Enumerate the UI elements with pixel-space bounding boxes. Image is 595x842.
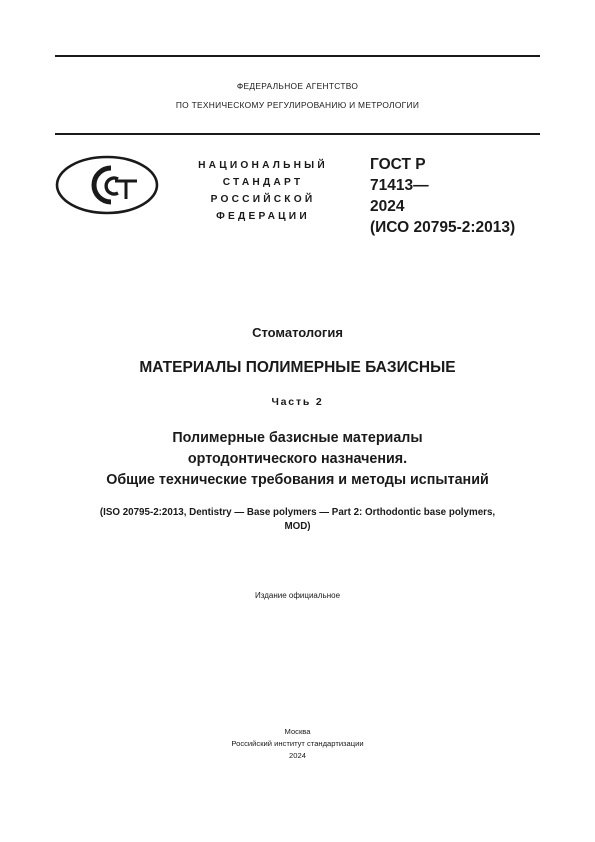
subtitle-line: Полимерные базисные материалы — [172, 430, 423, 446]
iso-reference-line: (ISO 20795-2:2013, Dentistry — Base polymers — Part 2: Orthodontic base polymers, — [99, 507, 496, 518]
part-subtitle — [0, 428, 595, 491]
imprint-year: 2024 — [289, 751, 306, 760]
part-number: Часть 2 — [271, 396, 324, 408]
header-rule — [55, 133, 540, 135]
designation-line: 71413— — [370, 177, 429, 194]
designation-line: (ИСО 20795-2:2013) — [370, 219, 516, 236]
imprint-city: Москва — [284, 727, 311, 736]
subtitle-line: Общие технические требования и методы испытаний — [106, 472, 489, 488]
agency-name-line1: ФЕДЕРАЛЬНОЕ АГЕНТСТВО — [236, 81, 359, 91]
imprint — [0, 726, 595, 762]
gost-r-logo-icon — [55, 155, 159, 215]
main-title: МАТЕРИАЛЫ ПОЛИМЕРНЫЕ БАЗИСНЫЕ — [139, 359, 456, 376]
iso-reference — [0, 506, 595, 534]
agency-name-line2: ПО ТЕХНИЧЕСКОМУ РЕГУЛИРОВАНИЮ И МЕТРОЛОГИИ — [175, 100, 420, 110]
standard-type-line: СТАНДАРТ — [222, 177, 304, 188]
standard-type — [168, 157, 358, 225]
designation-line: 2024 — [370, 198, 405, 215]
subtitle-line: ортодонтического назначения. — [187, 451, 408, 467]
standard-type-line: ФЕДЕРАЦИИ — [216, 211, 310, 222]
top-rule — [55, 55, 540, 57]
iso-reference-line: MOD) — [284, 521, 311, 532]
standard-type-line: НАЦИОНАЛЬНЫЙ — [198, 160, 328, 171]
imprint-publisher: Российский институт стандартизации — [231, 739, 364, 748]
designation-line: ГОСТ Р — [370, 156, 426, 173]
subject-heading: Стоматология — [252, 325, 343, 340]
standard-type-line: РОССИЙСКОЙ — [210, 194, 316, 205]
standard-designation — [370, 154, 515, 238]
edition-note: Издание официальное — [254, 591, 341, 600]
